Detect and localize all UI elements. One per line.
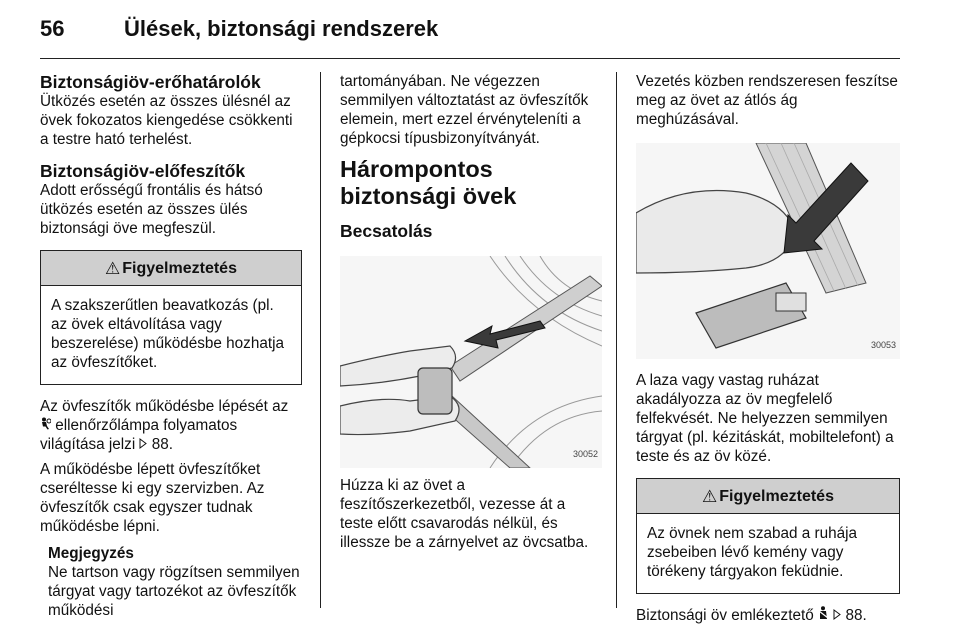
- warning-triangle-icon: ⚠: [105, 258, 121, 278]
- note-text: Ne tartson vagy rögzítsen semmilyen tárgyat vagy tartozékot az övfeszítők működési: [48, 564, 300, 619]
- paragraph: A működésbe lépett övfeszítőket cseréltesse ki egy szervizben. Az övfeszítők csak egyszer tudnak működésbe lépni.: [40, 461, 265, 535]
- paragraph: [40, 397, 302, 454]
- page-header: [40, 12, 920, 52]
- page-reference-icon: [833, 607, 845, 624]
- text-span: Biztonsági öv emlékeztető: [636, 607, 814, 624]
- warning-text: A szakszerűtlen beavatkozás (pl. az övek eltávolítása vagy beszerelése) működésbe hozhatja az övfeszítőket.: [51, 297, 284, 371]
- text-span: Az övfeszítők működésbe lépését az: [40, 398, 289, 415]
- column-divider: [320, 72, 321, 608]
- warning-text: Az övnek nem szabad a ruhája zsebeiben lévő kemény vagy törékeny tárgyakon feküdnie.: [647, 525, 858, 580]
- warning-title: Figyelmeztetés: [122, 259, 237, 277]
- header-rule: [40, 58, 900, 59]
- paragraph: [636, 606, 900, 625]
- tightening-illustration: [636, 143, 900, 359]
- fastening-illustration: [340, 256, 602, 468]
- warning-triangle-icon: ⚠: [702, 486, 718, 506]
- paragraph: tartományában. Ne végezzen semmilyen változtatást az övfeszítők elemein, mert ezzel érvényteleníti a gépkocsi típusbizonyítványát.: [340, 73, 589, 147]
- warning-box: [636, 478, 900, 594]
- section-heading-limiters: Biztonságiöv-erőhatárolók: [40, 72, 261, 92]
- airbag-lamp-icon: [40, 416, 51, 435]
- seatbelt-reminder-icon: [818, 607, 833, 624]
- paragraph: A laza vagy vastag ruházat akadályozza az öv megfelelő felfekvését. Ne helyezzen semmilyen tárgyat (pl. kézitáskát, mobiltelefont) a teste és az öv közé.: [636, 372, 894, 465]
- page-number: 56: [40, 16, 65, 41]
- paragraph: Vezetés közben rendszeresen feszítse meg az övet az átlós ág meghúzásával.: [636, 73, 898, 128]
- page-reference-icon: [139, 436, 151, 453]
- warning-title: Figyelmeztetés: [719, 487, 834, 505]
- note-title: Megjegyzés: [48, 545, 134, 562]
- text-span: ellenőrzőlámpa folyamatos világítása jelzi: [40, 417, 238, 453]
- figure-number: 30052: [572, 449, 598, 459]
- warning-box: [40, 250, 302, 385]
- column-3: [636, 72, 900, 625]
- figure-tightening: [636, 143, 900, 359]
- page-reference-link[interactable]: 88.: [151, 436, 173, 453]
- section-heading-three-point-belts: Hárompontos biztonsági övek: [340, 156, 517, 209]
- paragraph: Ütközés esetén az összes ülésnél az övek fokozatos kiengedése csökkenti a testre ható terhelést.: [40, 93, 293, 148]
- section-heading-pretensioners: Biztonságiöv-előfeszítők: [40, 161, 246, 181]
- subsection-heading-fastening: Becsatolás: [340, 221, 433, 241]
- paragraph: Adott erősségű frontális és hátsó ütközés esetén az összes ülés biztonsági öve megfeszül.: [40, 182, 263, 237]
- warning-header: [41, 251, 301, 286]
- figure-fastening: [340, 256, 602, 468]
- paragraph: Húzza ki az övet a feszítőszerkezetből, vezesse át a teste előtt csavarodás nélkül, és illessze be a zárnyelvet az övcsatba.: [340, 477, 589, 551]
- column-1: [40, 72, 302, 620]
- column-2: [340, 72, 602, 552]
- column-divider: [616, 72, 617, 608]
- page-title: Ülések, biztonsági rendszerek: [124, 16, 439, 41]
- warning-header: [637, 479, 899, 514]
- figure-number: 30053: [870, 340, 896, 350]
- note-block: [48, 544, 302, 620]
- page-reference-link[interactable]: 88.: [845, 607, 867, 624]
